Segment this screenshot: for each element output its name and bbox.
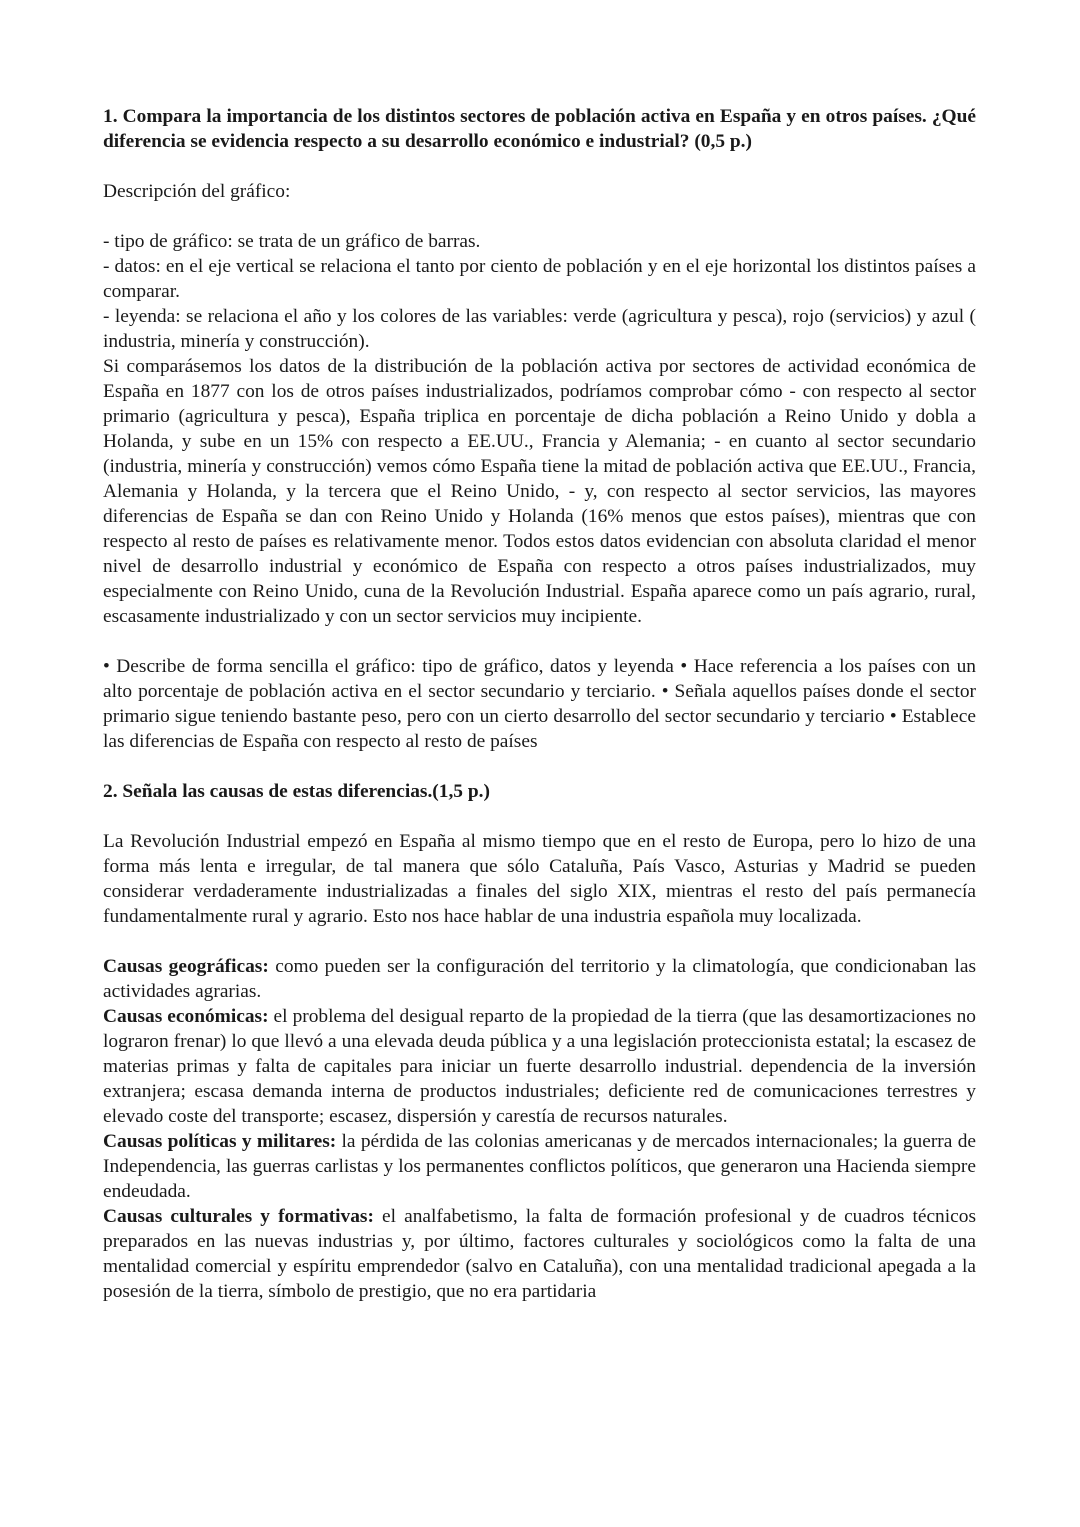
geographic-causes-paragraph	[103, 954, 976, 1004]
spacer	[103, 804, 976, 829]
chart-data-line: - datos: en el eje vertical se relaciona el tanto por ciento de población y en el eje horizontal los distintos países a comparar.	[103, 256, 976, 302]
question-1-guidelines: • Describe de forma sencilla el gráfico: tipo de gráfico, datos y leyenda • Hace referencia a los países con un alto porcentaje de población activa en el sector secundario y terciario. • Señala aquellos países donde el sector primario sigue teniendo bastante peso, pero con un cierto desarrollo del sector secundario y terciario • Establece las diferencias de España con respecto al resto de países	[103, 656, 976, 752]
chart-description-heading: Descripción del gráfico:	[103, 181, 291, 202]
geographic-causes-label: Causas geográficas:	[103, 956, 269, 977]
cultural-causes-label: Causas culturales y formativas:	[103, 1206, 374, 1227]
question-2-intro: La Revolución Industrial empezó en España al mismo tiempo que en el resto de Europa, pero lo hizo de una forma más lenta e irregular, de tal manera que sólo Cataluña, País Vasco, Asturias y Madrid se pueden considerar verdaderamente industrializadas a finales del siglo XIX, mientras el resto del país permanecía fundamentalmente rural y agrario. Esto nos hace hablar de una industria española muy localizada.	[103, 831, 976, 927]
spacer	[103, 629, 976, 654]
economic-causes-text: el problema del desigual reparto de la propiedad de la tierra (que las desamortizaciones no lograron frenar) lo que llevó a una elevada deuda pública y a una legislación proteccionista estatal; la escasez de materias primas y falta de capitales para iniciar un fuerte desarrollo industrial. dependencia de la inversión extranjera; escasa demanda interna de productos industriales; deficiente red de comunicaciones terrestres y elevado coste del transporte; escasez, dispersión y carestía de recursos naturales.	[103, 1006, 976, 1127]
political-causes-label: Causas políticas y militares:	[103, 1131, 337, 1152]
chart-legend-line: - leyenda: se relaciona el año y los colores de las variables: verde (agricultura y pesca), rojo (servicios) y azul ( industria, minería y construcción).	[103, 306, 976, 352]
economic-causes-label: Causas económicas:	[103, 1006, 269, 1027]
question-1-answer: Si comparásemos los datos de la distribución de la población activa por sectores de actividad económica de España en 1877 con los de otros países industrializados, podríamos comprobar cómo - con respecto al sector primario (agricultura y pesca), España triplica en porcentaje de dicha población a Reino Unido y dobla a Holanda, y sube en un 15% con respecto a EE.UU., Francia y Alemania; - en cuanto al sector secundario (industria, minería y construcción) vemos cómo España tiene la mitad de población activa que EE.UU., Francia, Alemania y Holanda, y la tercera que el Reino Unido, - y, con respecto al sector servicios, las mayores diferencias de España se dan con Reino Unido y Holanda (16% menos que estos países), mientras que con respecto al resto de países es relativamente menor. Todos estos datos evidencian con absoluta claridad el menor nivel de desarrollo industrial y económico de España con respecto a otros países industrializados, muy especialmente con Reino Unido, cuna de la Revolución Industrial. España aparece como un país agrario, rural, escasamente industrializado y con un sector servicios muy incipiente.	[103, 356, 976, 627]
economic-causes-paragraph	[103, 1004, 976, 1129]
document-page	[103, 104, 976, 1304]
cultural-causes-paragraph	[103, 1204, 976, 1304]
spacer	[103, 929, 976, 954]
question-2-title: 2. Señala las causas de estas diferencias.(1,5 p.)	[103, 781, 490, 802]
spacer	[103, 154, 976, 179]
geographic-causes-text: como pueden ser la configuración del territorio y la climatología, que condicionaban las actividades agrarias.	[103, 956, 976, 1002]
question-1-title: 1. Compara la importancia de los distintos sectores de población activa en España y en otros países. ¿Qué diferencia se evidencia respecto a su desarrollo económico e industrial? (0,5 p.)	[103, 106, 976, 152]
spacer	[103, 204, 976, 229]
political-causes-text: la pérdida de las colonias americanas y de mercados internacionales; la guerra de Independencia, las guerras carlistas y los permanentes conflictos políticos, que generaron una Hacienda siempre endeudada.	[103, 1131, 976, 1202]
cultural-causes-text: el analfabetismo, la falta de formación profesional y de cuadros técnicos preparados en las nuevas industrias y, por último, factores culturales y sociológicos como la falta de una mentalidad comercial y espíritu emprendedor (salvo en Cataluña), con una mentalidad tradicional apegada a la posesión de la tierra, símbolo de prestigio, que no era partidaria	[103, 1206, 976, 1302]
political-causes-paragraph	[103, 1129, 976, 1204]
spacer	[103, 754, 976, 779]
chart-type-line: - tipo de gráfico: se trata de un gráfico de barras.	[103, 231, 481, 252]
